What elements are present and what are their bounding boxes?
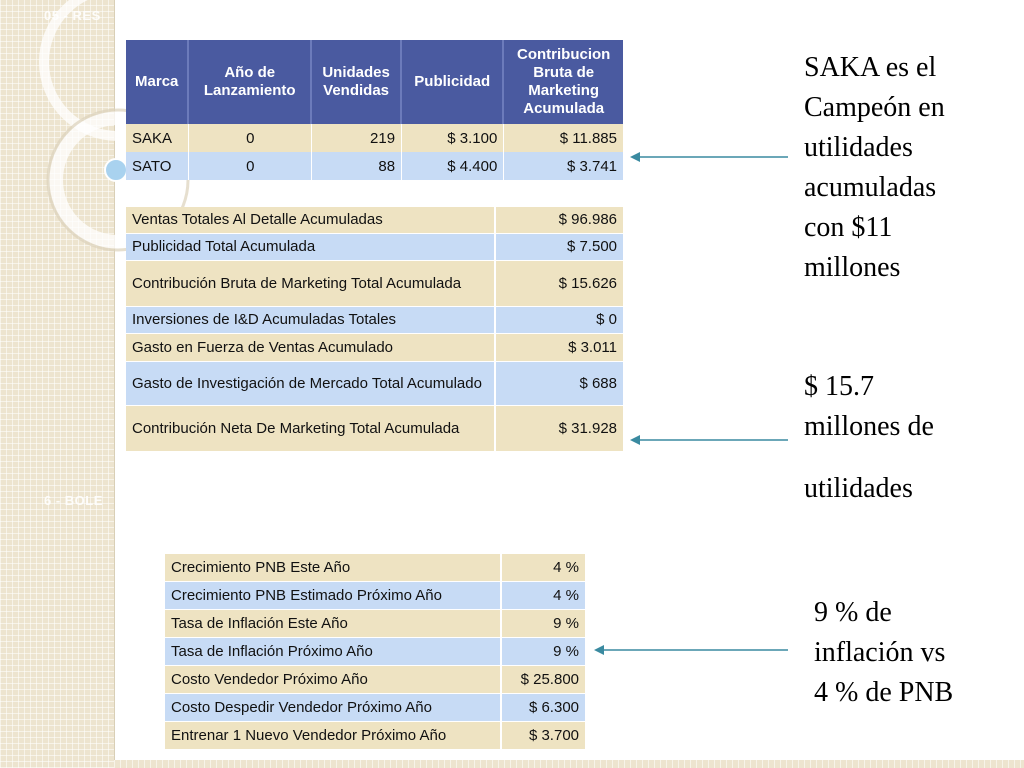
- header-contribucion: Contribucion Bruta de Marketing Acumulada: [504, 40, 623, 124]
- note-line: con $11: [804, 212, 893, 243]
- table-row: [126, 406, 623, 452]
- row-label: Crecimiento PNB Este Año: [165, 554, 500, 582]
- note-line: utilidades: [804, 473, 913, 504]
- table-row: [165, 582, 585, 610]
- table-row: [165, 638, 585, 666]
- sidebar-label-top: 05 - RES: [44, 8, 101, 23]
- table-row: [165, 694, 585, 722]
- row-value: $ 25.800: [500, 666, 585, 694]
- row-label: Crecimiento PNB Estimado Próximo Año: [165, 582, 500, 610]
- note-line: millones: [804, 252, 901, 283]
- row-value: $ 96.986: [494, 207, 623, 234]
- row-value: $ 0: [494, 307, 623, 334]
- brand-table: [126, 40, 623, 180]
- row-value: 9 %: [500, 638, 585, 666]
- note-total: [804, 367, 934, 509]
- cell-contribucion: $ 3.741: [504, 152, 623, 180]
- note-line: acumuladas: [804, 172, 937, 203]
- note-inflation: [814, 593, 953, 713]
- row-value: $ 15.626: [494, 261, 623, 307]
- cell-publicidad: $ 4.400: [402, 152, 504, 180]
- decorative-bottom-strip: [114, 760, 1024, 768]
- row-label: Ventas Totales Al Detalle Acumuladas: [126, 207, 494, 234]
- table-row: [165, 722, 585, 750]
- row-value: $ 3.700: [500, 722, 585, 750]
- note-line: inflación vs: [814, 637, 946, 668]
- row-label: Tasa de Inflación Próximo Año: [165, 638, 500, 666]
- table-row: [126, 234, 623, 261]
- header-unidades-vendidas: Unidades Vendidas: [312, 40, 402, 124]
- note-line: 4 % de PNB: [814, 677, 954, 708]
- row-value: 9 %: [500, 610, 585, 638]
- cell-unidades: 219: [312, 124, 402, 152]
- note-saka: [804, 48, 945, 288]
- cell-ano: 0: [189, 124, 312, 152]
- totals-table: [126, 207, 623, 452]
- row-value: $ 31.928: [494, 406, 623, 452]
- note-line: $ 15.7: [804, 371, 874, 402]
- row-label: Tasa de Inflación Este Año: [165, 610, 500, 638]
- brand-table-header: [126, 40, 623, 124]
- table-row: [165, 610, 585, 638]
- table-row: [165, 554, 585, 582]
- economy-table: [165, 554, 585, 750]
- table-row: [126, 334, 623, 362]
- note-line: Campeón en: [804, 92, 945, 123]
- header-marca: Marca: [126, 40, 189, 124]
- header-ano-lanzamiento: Año de Lanzamiento: [189, 40, 312, 124]
- cell-contribucion: $ 11.885: [504, 124, 623, 152]
- cell-marca: SATO: [126, 152, 189, 180]
- arrow-left-icon: [628, 433, 790, 447]
- row-value: 4 %: [500, 582, 585, 610]
- cell-unidades: 88: [312, 152, 402, 180]
- row-label: Costo Despedir Vendedor Próximo Año: [165, 694, 500, 722]
- sidebar-label-mid: 6 - BOLE: [44, 493, 103, 508]
- table-row: [126, 362, 623, 406]
- cell-marca: SAKA: [126, 124, 189, 152]
- cell-publicidad: $ 3.100: [402, 124, 504, 152]
- row-label: Inversiones de I&D Acumuladas Totales: [126, 307, 494, 334]
- row-value: $ 7.500: [494, 234, 623, 261]
- note-line: 9 % de: [814, 597, 892, 628]
- row-label: Gasto en Fuerza de Ventas Acumulado: [126, 334, 494, 362]
- row-label: Gasto de Investigación de Mercado Total Acumulado: [126, 362, 494, 406]
- row-label: Contribución Neta De Marketing Total Acumulada: [126, 406, 494, 452]
- note-line: SAKA es el: [804, 52, 937, 83]
- table-row: [165, 666, 585, 694]
- row-value: $ 6.300: [500, 694, 585, 722]
- table-row: [126, 207, 623, 234]
- note-line: utilidades: [804, 132, 913, 163]
- row-label: Publicidad Total Acumulada: [126, 234, 494, 261]
- arrow-left-icon: [592, 643, 790, 657]
- table-row: [126, 124, 623, 152]
- table-row: [126, 307, 623, 334]
- row-label: Entrenar 1 Nuevo Vendedor Próximo Año: [165, 722, 500, 750]
- row-value: 4 %: [500, 554, 585, 582]
- row-label: Contribución Bruta de Marketing Total Acumulada: [126, 261, 494, 307]
- row-value: $ 3.011: [494, 334, 623, 362]
- arrow-left-icon: [628, 150, 790, 164]
- header-publicidad: Publicidad: [402, 40, 504, 124]
- cell-ano: 0: [189, 152, 312, 180]
- row-label: Costo Vendedor Próximo Año: [165, 666, 500, 694]
- row-value: $ 688: [494, 362, 623, 406]
- table-row: [126, 261, 623, 307]
- note-line: millones de: [804, 411, 934, 442]
- table-row: [126, 152, 623, 180]
